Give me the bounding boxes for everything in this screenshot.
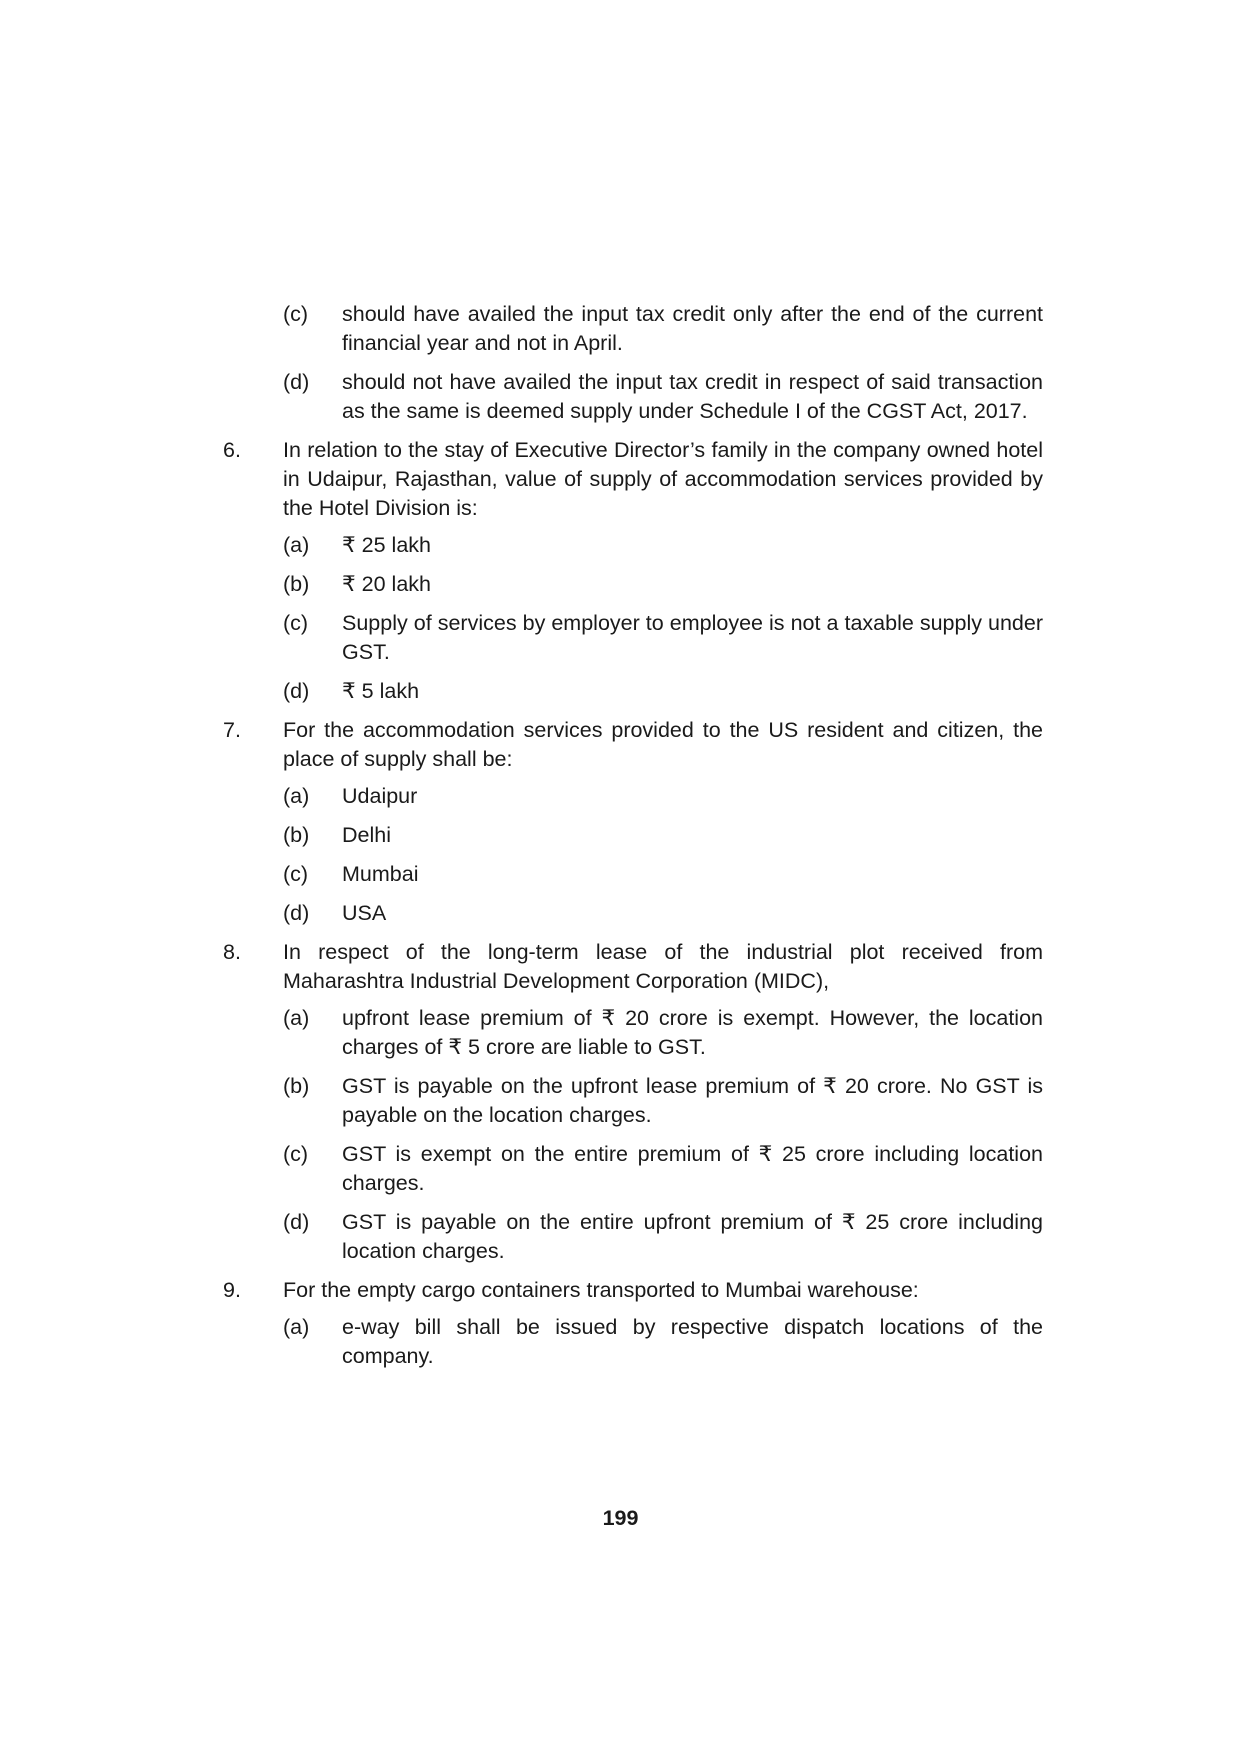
- option-label: (b): [283, 1074, 310, 1098]
- option-text: Udaipur: [342, 784, 418, 808]
- option-8c: [283, 1140, 1043, 1198]
- question-7: [223, 716, 1043, 774]
- option-7b: [283, 821, 1043, 850]
- option-7d: [283, 899, 1043, 928]
- question-text: In relation to the stay of Executive Director’s family in the company owned hotel in Udaipur, Rajasthan, value of supply of accommodation services provided by the Hotel Division is:: [283, 438, 1043, 520]
- option-5c: [283, 300, 1043, 358]
- option-6d: [283, 677, 1043, 706]
- option-text: GST is exempt on the entire premium of ₹ 25 crore including location charges.: [342, 1142, 1043, 1195]
- option-label: (c): [283, 862, 309, 886]
- option-6b: [283, 570, 1043, 599]
- option-label: (a): [283, 533, 310, 557]
- option-label: (d): [283, 1210, 310, 1234]
- question-number: 9.: [223, 1278, 241, 1302]
- option-text: ₹ 5 lakh: [342, 679, 420, 703]
- option-8b: [283, 1072, 1043, 1130]
- question-number: 6.: [223, 438, 241, 462]
- option-text: USA: [342, 901, 387, 925]
- option-8a: [283, 1004, 1043, 1062]
- option-7a: [283, 782, 1043, 811]
- option-9a: [283, 1313, 1043, 1371]
- option-label: (a): [283, 1006, 310, 1030]
- question-text: In respect of the long-term lease of the industrial plot received from Maharashtra Industrial Development Corporation (MIDC),: [283, 940, 1043, 993]
- question-number: 7.: [223, 718, 241, 742]
- option-text: e-way bill shall be issued by respective dispatch locations of the company.: [342, 1315, 1043, 1368]
- option-text: GST is payable on the upfront lease premium of ₹ 20 crore. No GST is payable on the location charges.: [342, 1074, 1043, 1127]
- option-label: (d): [283, 370, 310, 394]
- option-text: Supply of services by employer to employee is not a taxable supply under GST.: [342, 611, 1043, 664]
- option-label: (c): [283, 302, 309, 326]
- option-text: ₹ 25 lakh: [342, 533, 431, 557]
- option-text: should not have availed the input tax credit in respect of said transaction as the same is deemed supply under Schedule I of the CGST Act, 2017.: [342, 370, 1043, 423]
- option-text: Mumbai: [342, 862, 419, 886]
- question-6: [223, 436, 1043, 523]
- option-7c: [283, 860, 1043, 889]
- question-number: 8.: [223, 940, 241, 964]
- option-6c: [283, 609, 1043, 667]
- question-text: For the accommodation services provided to the US resident and citizen, the place of supply shall be:: [283, 718, 1043, 771]
- option-5d: [283, 368, 1043, 426]
- option-text: should have availed the input tax credit only after the end of the current financial year and not in April.: [342, 302, 1043, 355]
- question-8: [223, 938, 1043, 996]
- option-6a: [283, 531, 1043, 560]
- question-text: For the empty cargo containers transported to Mumbai warehouse:: [283, 1278, 919, 1302]
- option-label: (d): [283, 679, 310, 703]
- option-8d: [283, 1208, 1043, 1266]
- option-text: Delhi: [342, 823, 391, 847]
- option-label: (c): [283, 611, 309, 635]
- option-label: (d): [283, 901, 310, 925]
- page-content: [223, 300, 1043, 1381]
- option-text: upfront lease premium of ₹ 20 crore is exempt. However, the location charges of ₹ 5 crore are liable to GST.: [342, 1006, 1043, 1059]
- option-label: (b): [283, 823, 310, 847]
- option-label: (a): [283, 784, 310, 808]
- option-label: (c): [283, 1142, 309, 1166]
- option-label: (b): [283, 572, 310, 596]
- option-text: ₹ 20 lakh: [342, 572, 431, 596]
- page-number: 199: [602, 1506, 639, 1530]
- question-9: [223, 1276, 1043, 1305]
- option-label: (a): [283, 1315, 310, 1339]
- option-text: GST is payable on the entire upfront premium of ₹ 25 crore including location charges.: [342, 1210, 1043, 1263]
